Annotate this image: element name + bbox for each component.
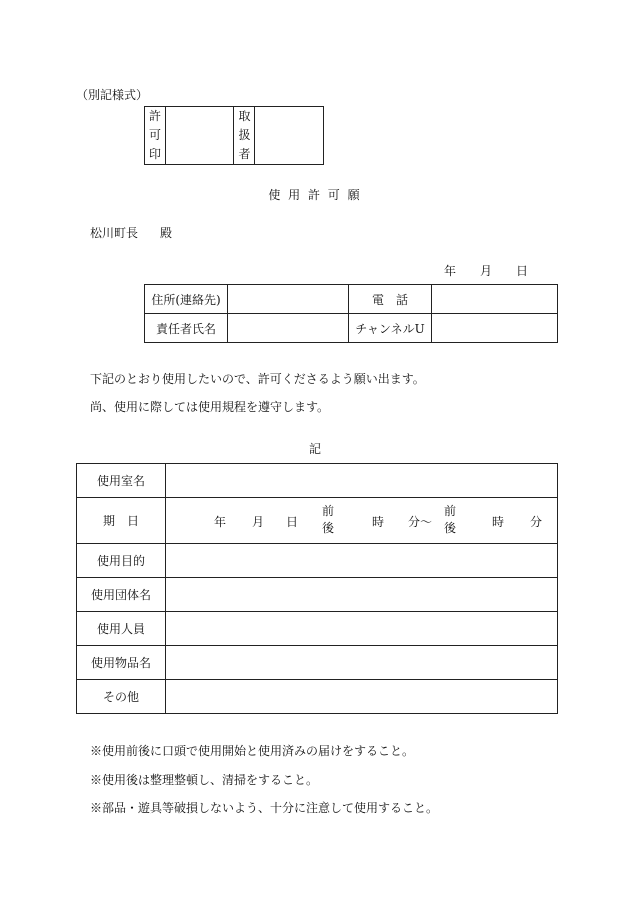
period-minute-end: 分 bbox=[530, 515, 543, 529]
people-count-field[interactable] bbox=[166, 612, 558, 646]
details-table bbox=[76, 463, 558, 714]
note-item: ※使用前後に口頭で使用開始と使用済みの届けをすること。 bbox=[90, 744, 415, 758]
items-field[interactable] bbox=[166, 646, 558, 680]
addressee: 松川町長 bbox=[90, 226, 139, 240]
other-field[interactable] bbox=[166, 680, 558, 714]
form-title: 使 用 許 可 願 bbox=[268, 188, 362, 202]
date-year-label: 年 bbox=[444, 264, 457, 278]
room-label: 使用室名 bbox=[77, 464, 166, 498]
period-month: 月 bbox=[252, 515, 265, 529]
ki-label: 記 bbox=[308, 442, 321, 456]
items-label: 使用物品名 bbox=[77, 646, 166, 680]
handler-label: 取 扱 者 bbox=[234, 107, 255, 165]
period-day: 日 bbox=[286, 515, 299, 529]
note-item: ※使用後は整理整頓し、清掃をすること。 bbox=[90, 773, 319, 787]
people-count-label: 使用人員 bbox=[77, 612, 166, 646]
address-label: 住所(連絡先) bbox=[145, 285, 228, 314]
period-hour-end: 時 bbox=[492, 515, 505, 529]
permit-seal-label: 許 可 印 bbox=[145, 107, 166, 165]
applicant-table bbox=[144, 284, 558, 343]
period-hour-start: 時 bbox=[372, 515, 385, 529]
room-field[interactable] bbox=[166, 464, 558, 498]
request-sentence: 下記のとおり使用したいので、許可くださるよう願い出ます。 bbox=[90, 372, 425, 386]
period-label: 期 日 bbox=[77, 498, 166, 544]
channel-label: チャンネルU bbox=[349, 314, 432, 343]
permit-seal-field[interactable] bbox=[165, 107, 234, 165]
period-year: 年 bbox=[214, 515, 227, 529]
period-field[interactable] bbox=[166, 498, 558, 544]
purpose-field[interactable] bbox=[166, 544, 558, 578]
stamp-box bbox=[144, 106, 324, 165]
note-item: ※部品・遊具等破損しないよう、十分に注意して使用すること。 bbox=[90, 801, 439, 815]
phone-label: 電 話 bbox=[349, 285, 432, 314]
group-name-label: 使用団体名 bbox=[77, 578, 166, 612]
phone-field[interactable] bbox=[432, 285, 558, 314]
group-name-field[interactable] bbox=[166, 578, 558, 612]
purpose-label: 使用目的 bbox=[77, 544, 166, 578]
date-day-label: 日 bbox=[516, 264, 529, 278]
responsible-person-label: 責任者氏名 bbox=[145, 314, 228, 343]
other-label: その他 bbox=[77, 680, 166, 714]
ampm-selector-start[interactable]: 前 後 bbox=[322, 504, 335, 535]
attachment-label: （別記様式） bbox=[76, 88, 149, 102]
compliance-sentence: 尚、使用に際しては使用規程を遵守します。 bbox=[90, 400, 330, 414]
address-field[interactable] bbox=[228, 285, 349, 314]
channel-field[interactable] bbox=[432, 314, 558, 343]
ampm-selector-end[interactable]: 前 後 bbox=[444, 504, 457, 535]
responsible-person-field[interactable] bbox=[228, 314, 349, 343]
date-month-label: 月 bbox=[480, 264, 493, 278]
honorific: 殿 bbox=[160, 226, 173, 240]
period-minute-start: 分～ bbox=[408, 515, 433, 529]
handler-field[interactable] bbox=[255, 107, 324, 165]
